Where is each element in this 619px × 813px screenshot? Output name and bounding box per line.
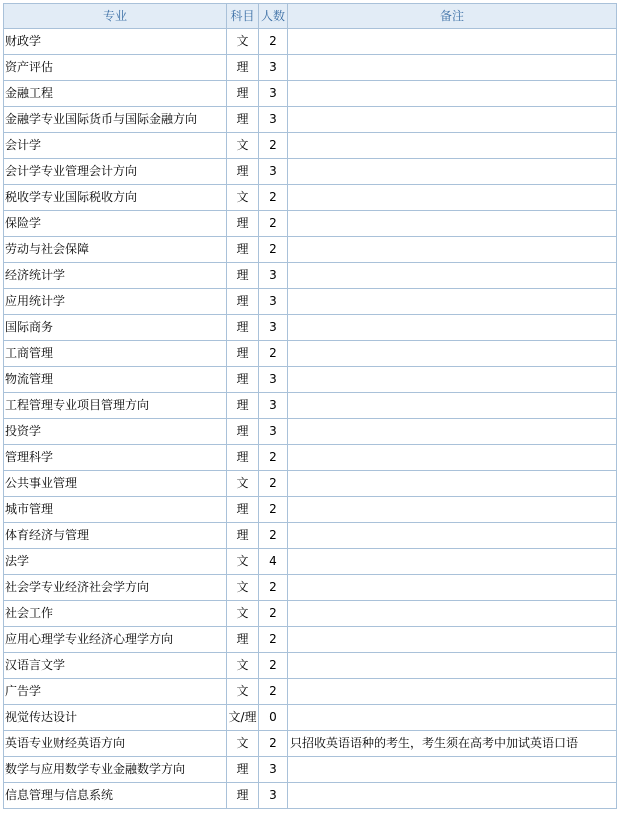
cell-note: [288, 55, 617, 81]
table-row: [4, 133, 617, 159]
table-row: [4, 575, 617, 601]
cell-subject: 文: [227, 29, 259, 55]
cell-subject: 文: [227, 575, 259, 601]
cell-note: [288, 679, 617, 705]
cell-count: 3: [259, 263, 288, 289]
header-row: [4, 4, 617, 29]
cell-count: 3: [259, 159, 288, 185]
cell-count: 3: [259, 367, 288, 393]
cell-major: 税收学专业国际税收方向: [4, 185, 227, 211]
cell-count: 2: [259, 471, 288, 497]
table-row: [4, 315, 617, 341]
table-row: [4, 159, 617, 185]
cell-major: 应用统计学: [4, 289, 227, 315]
table-row: [4, 211, 617, 237]
cell-subject: 文: [227, 679, 259, 705]
cell-count: 3: [259, 107, 288, 133]
cell-note: [288, 471, 617, 497]
cell-note: [288, 133, 617, 159]
cell-note: [288, 523, 617, 549]
cell-major: 管理科学: [4, 445, 227, 471]
cell-subject: 文: [227, 185, 259, 211]
cell-note: [288, 783, 617, 809]
cell-major: 城市管理: [4, 497, 227, 523]
cell-count: 0: [259, 705, 288, 731]
table-row: [4, 783, 617, 809]
cell-subject: 文: [227, 653, 259, 679]
cell-note: [288, 107, 617, 133]
table-row: [4, 29, 617, 55]
cell-count: 3: [259, 393, 288, 419]
cell-subject: 理: [227, 419, 259, 445]
cell-major: 汉语言文学: [4, 653, 227, 679]
cell-major: 国际商务: [4, 315, 227, 341]
cell-count: 3: [259, 289, 288, 315]
cell-major: 财政学: [4, 29, 227, 55]
cell-count: 2: [259, 627, 288, 653]
table-row: [4, 237, 617, 263]
cell-subject: 文: [227, 731, 259, 757]
cell-note: [288, 185, 617, 211]
cell-subject: 理: [227, 341, 259, 367]
cell-note: 只招收英语语种的考生，考生须在高考中加试英语口语: [288, 731, 617, 757]
cell-count: 3: [259, 757, 288, 783]
cell-count: 2: [259, 133, 288, 159]
cell-subject: 文: [227, 471, 259, 497]
cell-subject: 理: [227, 289, 259, 315]
cell-count: 2: [259, 29, 288, 55]
cell-subject: 理: [227, 497, 259, 523]
cell-major: 视觉传达设计: [4, 705, 227, 731]
cell-subject: 理: [227, 445, 259, 471]
cell-subject: 理: [227, 627, 259, 653]
cell-count: 2: [259, 575, 288, 601]
table-row: [4, 263, 617, 289]
cell-major: 工商管理: [4, 341, 227, 367]
header-note: 备注: [288, 4, 617, 29]
cell-major: 投资学: [4, 419, 227, 445]
table-header: [4, 4, 617, 29]
cell-note: [288, 497, 617, 523]
table-row: [4, 81, 617, 107]
cell-major: 社会工作: [4, 601, 227, 627]
cell-note: [288, 601, 617, 627]
cell-note: [288, 81, 617, 107]
table-row: [4, 627, 617, 653]
cell-count: 2: [259, 211, 288, 237]
cell-major: 劳动与社会保障: [4, 237, 227, 263]
cell-major: 物流管理: [4, 367, 227, 393]
cell-subject: 理: [227, 393, 259, 419]
cell-note: [288, 627, 617, 653]
cell-subject: 理: [227, 263, 259, 289]
cell-major: 保险学: [4, 211, 227, 237]
cell-count: 2: [259, 237, 288, 263]
cell-note: [288, 653, 617, 679]
cell-subject: 文: [227, 549, 259, 575]
cell-subject: 理: [227, 523, 259, 549]
table-row: [4, 393, 617, 419]
cell-major: 经济统计学: [4, 263, 227, 289]
table-row: [4, 185, 617, 211]
cell-subject: 文: [227, 133, 259, 159]
cell-count: 2: [259, 497, 288, 523]
cell-note: [288, 341, 617, 367]
cell-note: [288, 237, 617, 263]
table-row: [4, 445, 617, 471]
cell-major: 广告学: [4, 679, 227, 705]
cell-major: 数学与应用数学专业金融数学方向: [4, 757, 227, 783]
cell-count: 4: [259, 549, 288, 575]
cell-major: 会计学专业管理会计方向: [4, 159, 227, 185]
cell-note: [288, 419, 617, 445]
cell-major: 工程管理专业项目管理方向: [4, 393, 227, 419]
cell-count: 3: [259, 315, 288, 341]
cell-note: [288, 289, 617, 315]
cell-count: 2: [259, 185, 288, 211]
cell-subject: 理: [227, 367, 259, 393]
cell-note: [288, 445, 617, 471]
cell-note: [288, 315, 617, 341]
table-row: [4, 679, 617, 705]
cell-note: [288, 263, 617, 289]
cell-subject: 理: [227, 55, 259, 81]
cell-major: 应用心理学专业经济心理学方向: [4, 627, 227, 653]
cell-count: 3: [259, 783, 288, 809]
cell-count: 2: [259, 653, 288, 679]
table-row: [4, 289, 617, 315]
cell-note: [288, 159, 617, 185]
cell-note: [288, 705, 617, 731]
enrollment-table: [3, 3, 617, 809]
cell-count: 3: [259, 419, 288, 445]
table-row: [4, 601, 617, 627]
cell-subject: 文: [227, 601, 259, 627]
cell-note: [288, 393, 617, 419]
cell-subject: 理: [227, 81, 259, 107]
table-row: [4, 107, 617, 133]
cell-major: 金融学专业国际货币与国际金融方向: [4, 107, 227, 133]
header-major: 专业: [4, 4, 227, 29]
cell-major: 体育经济与管理: [4, 523, 227, 549]
cell-major: 资产评估: [4, 55, 227, 81]
table-row: [4, 653, 617, 679]
cell-count: 2: [259, 679, 288, 705]
cell-major: 会计学: [4, 133, 227, 159]
cell-subject: 文/理: [227, 705, 259, 731]
cell-count: 2: [259, 523, 288, 549]
table-body: [4, 29, 617, 809]
header-subject: 科目: [227, 4, 259, 29]
cell-note: [288, 757, 617, 783]
cell-note: [288, 549, 617, 575]
cell-count: 3: [259, 81, 288, 107]
header-count: 人数: [259, 4, 288, 29]
cell-count: 3: [259, 55, 288, 81]
cell-subject: 理: [227, 159, 259, 185]
table-row: [4, 757, 617, 783]
cell-major: 公共事业管理: [4, 471, 227, 497]
cell-major: 金融工程: [4, 81, 227, 107]
cell-major: 法学: [4, 549, 227, 575]
cell-major: 英语专业财经英语方向: [4, 731, 227, 757]
cell-count: 2: [259, 731, 288, 757]
cell-major: 信息管理与信息系统: [4, 783, 227, 809]
cell-subject: 理: [227, 757, 259, 783]
table-row: [4, 55, 617, 81]
table-row: [4, 419, 617, 445]
table-row: [4, 549, 617, 575]
cell-subject: 理: [227, 237, 259, 263]
table-row: [4, 471, 617, 497]
table-row: [4, 523, 617, 549]
table-row: [4, 367, 617, 393]
cell-count: 2: [259, 445, 288, 471]
table-row: [4, 705, 617, 731]
cell-note: [288, 211, 617, 237]
cell-subject: 理: [227, 783, 259, 809]
table-row: [4, 731, 617, 757]
cell-note: [288, 367, 617, 393]
cell-note: [288, 575, 617, 601]
cell-count: 2: [259, 601, 288, 627]
cell-note: [288, 29, 617, 55]
cell-major: 社会学专业经济社会学方向: [4, 575, 227, 601]
table-row: [4, 497, 617, 523]
cell-count: 2: [259, 341, 288, 367]
table-row: [4, 341, 617, 367]
cell-subject: 理: [227, 315, 259, 341]
cell-subject: 理: [227, 211, 259, 237]
cell-subject: 理: [227, 107, 259, 133]
